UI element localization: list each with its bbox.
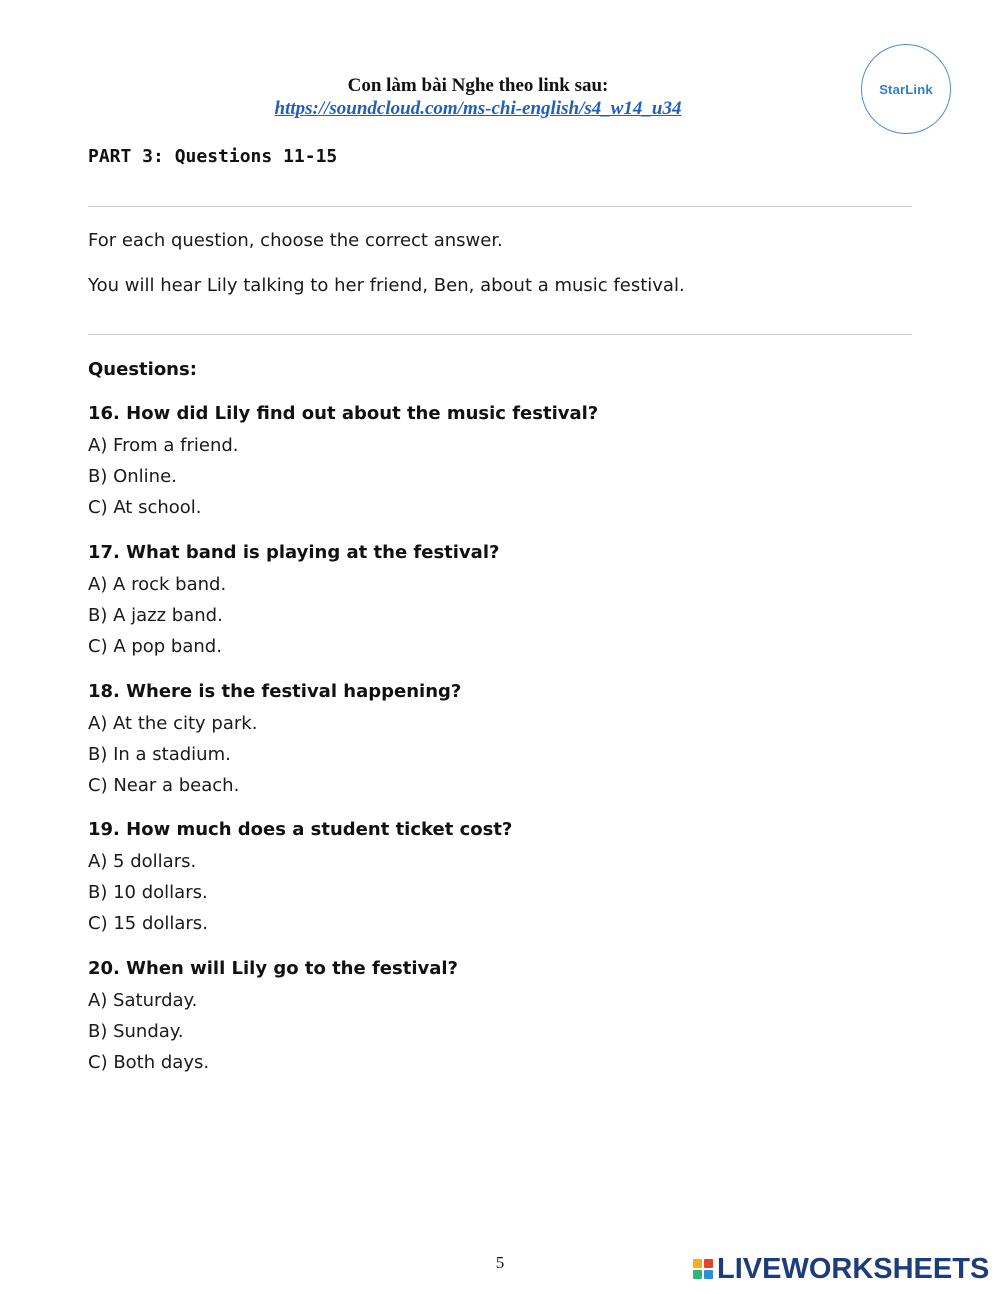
page-number: 5 xyxy=(495,1253,505,1272)
question-16 xyxy=(88,403,908,528)
option-b[interactable]: B) 10 dollars. xyxy=(88,882,208,903)
starlink-logo xyxy=(861,44,951,134)
liveworksheets-brand xyxy=(693,1253,989,1285)
questions-heading: Questions: xyxy=(88,359,197,380)
option-c[interactable]: C) 15 dollars. xyxy=(88,913,208,934)
question-text: 20. When will Lily go to the festival? xyxy=(88,958,458,979)
question-18 xyxy=(88,681,908,806)
question-17 xyxy=(88,542,908,667)
option-c[interactable]: C) At school. xyxy=(88,497,202,518)
starlink-logo-text: StarLink xyxy=(879,81,933,97)
question-20 xyxy=(88,958,908,1083)
divider-top xyxy=(88,206,912,207)
instruction-line-2: You will hear Lily talking to her friend, Ben, about a music festival. xyxy=(88,275,685,296)
option-a[interactable]: A) From a friend. xyxy=(88,435,239,456)
question-text: 17. What band is playing at the festival? xyxy=(88,542,500,563)
option-b[interactable]: B) A jazz band. xyxy=(88,605,223,626)
option-a[interactable]: A) Saturday. xyxy=(88,990,198,1011)
option-b[interactable]: B) Sunday. xyxy=(88,1021,184,1042)
header-title: Con làm bài Nghe theo link sau: xyxy=(347,75,609,96)
option-a[interactable]: A) At the city park. xyxy=(88,713,258,734)
option-b[interactable]: B) In a stadium. xyxy=(88,744,231,765)
part-title: PART 3: Questions 11-15 xyxy=(88,146,338,167)
option-b[interactable]: B) Online. xyxy=(88,466,177,487)
option-a[interactable]: A) A rock band. xyxy=(88,574,227,595)
option-c[interactable]: C) Near a beach. xyxy=(88,775,240,796)
option-a[interactable]: A) 5 dollars. xyxy=(88,851,197,872)
question-text: 18. Where is the festival happening? xyxy=(88,681,462,702)
question-text: 16. How did Lily find out about the music festival? xyxy=(88,403,599,424)
option-c[interactable]: C) Both days. xyxy=(88,1052,210,1073)
question-19 xyxy=(88,819,908,944)
instruction-line-1: For each question, choose the correct answer. xyxy=(88,230,503,251)
audio-link[interactable]: https://soundcloud.com/ms-chi-english/s4_w14_u34 xyxy=(274,98,682,119)
question-text: 19. How much does a student ticket cost? xyxy=(88,819,513,840)
divider-bottom xyxy=(88,334,912,335)
option-c[interactable]: C) A pop band. xyxy=(88,636,222,657)
liveworksheets-text: LIVEWORKSHEETS xyxy=(717,1252,990,1285)
liveworksheets-grid-icon xyxy=(693,1259,713,1279)
